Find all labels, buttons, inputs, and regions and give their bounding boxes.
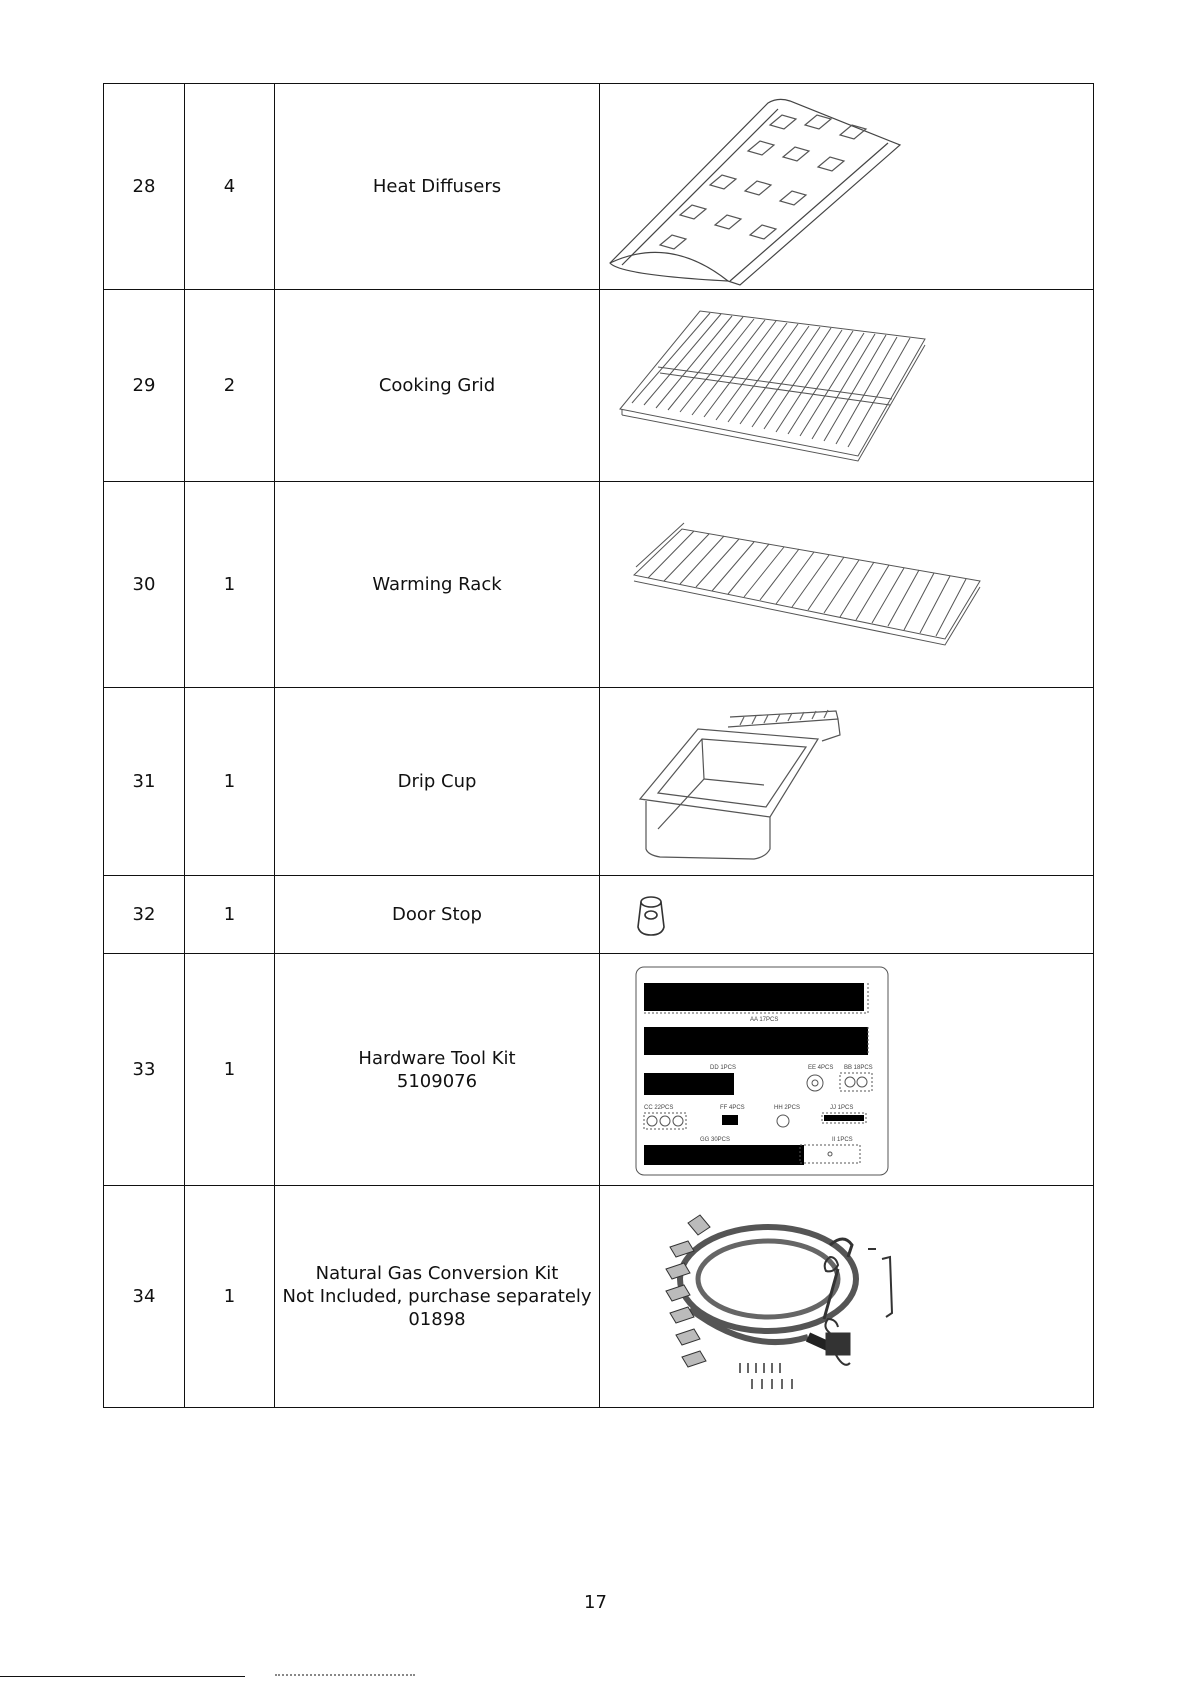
table-row: [104, 954, 1094, 1186]
table-row: [104, 290, 1094, 482]
description-line: Hardware Tool Kit: [358, 1047, 516, 1069]
description-line: Heat Diffusers: [372, 176, 502, 197]
part-description: [275, 1186, 600, 1408]
part-image-cell: [600, 876, 1094, 954]
door-stop-icon: [600, 877, 1094, 953]
part-description: [275, 954, 600, 1186]
part-description: [275, 84, 600, 290]
footer-rule: [0, 1676, 245, 1677]
kit-label-bb: BB 18PCS: [844, 1064, 873, 1071]
part-number: 34: [104, 1186, 185, 1408]
kit-label-ff: FF 4PCS: [720, 1104, 745, 1111]
heat-diffuser-icon: [600, 85, 1094, 289]
kit-label-cc: CC 22PCS: [644, 1104, 674, 1111]
part-image-cell: [600, 482, 1094, 688]
part-quantity: 1: [185, 1186, 275, 1408]
description-line: Cooking Grid: [378, 375, 496, 396]
part-number: 28: [104, 84, 185, 290]
part-quantity: 1: [185, 482, 275, 688]
description-line: Warming Rack: [372, 574, 502, 595]
part-image-cell: [600, 84, 1094, 290]
part-number: 30: [104, 482, 185, 688]
hardware-kit-icon: [600, 955, 1094, 1185]
part-image-cell: [600, 1186, 1094, 1408]
drip-cup-icon: [600, 689, 1094, 875]
kit-label-hh: HH 2PCS: [774, 1104, 801, 1111]
description-line: Not Included, purchase separately: [282, 1286, 592, 1307]
description-line: Door Stop: [392, 904, 482, 925]
part-description: [275, 482, 600, 688]
part-description: [275, 290, 600, 482]
part-quantity: 1: [185, 954, 275, 1186]
part-quantity: 4: [185, 84, 275, 290]
kit-label-jj: JJ 1PCS: [830, 1104, 854, 1111]
description-line: 01898: [408, 1309, 466, 1330]
table-row: [104, 876, 1094, 954]
part-image-cell: [600, 688, 1094, 876]
table-row: [104, 482, 1094, 688]
gas-conversion-kit-icon: [600, 1187, 1094, 1407]
part-quantity: 2: [185, 290, 275, 482]
part-description: [275, 688, 600, 876]
part-quantity: 1: [185, 688, 275, 876]
part-number: 31: [104, 688, 185, 876]
part-image-cell: [600, 954, 1094, 1186]
description-line: 5109076: [396, 1070, 478, 1092]
kit-label-dd: DD 1PCS: [710, 1064, 737, 1071]
part-number: 33: [104, 954, 185, 1186]
part-number: 32: [104, 876, 185, 954]
kit-label-ii: II 1PCS: [832, 1136, 853, 1143]
description-line: Drip Cup: [397, 771, 477, 792]
parts-list-table: [103, 83, 1094, 1408]
part-image-cell: [600, 290, 1094, 482]
table-row: [104, 1186, 1094, 1408]
part-description: [275, 876, 600, 954]
footer-dots: [275, 1674, 415, 1679]
warming-rack-icon: [600, 483, 1094, 687]
page-number: 17: [584, 1592, 607, 1613]
part-quantity: 1: [185, 876, 275, 954]
kit-label-ee: EE 4PCS: [808, 1064, 834, 1071]
kit-label-aa: AA 17PCS: [750, 1016, 779, 1023]
description-line: Natural Gas Conversion Kit: [315, 1263, 559, 1284]
table-row: [104, 688, 1094, 876]
cooking-grid-icon: [600, 291, 1094, 481]
kit-label-gg: GG 30PCS: [700, 1136, 731, 1143]
part-number: 29: [104, 290, 185, 482]
table-row: [104, 84, 1094, 290]
